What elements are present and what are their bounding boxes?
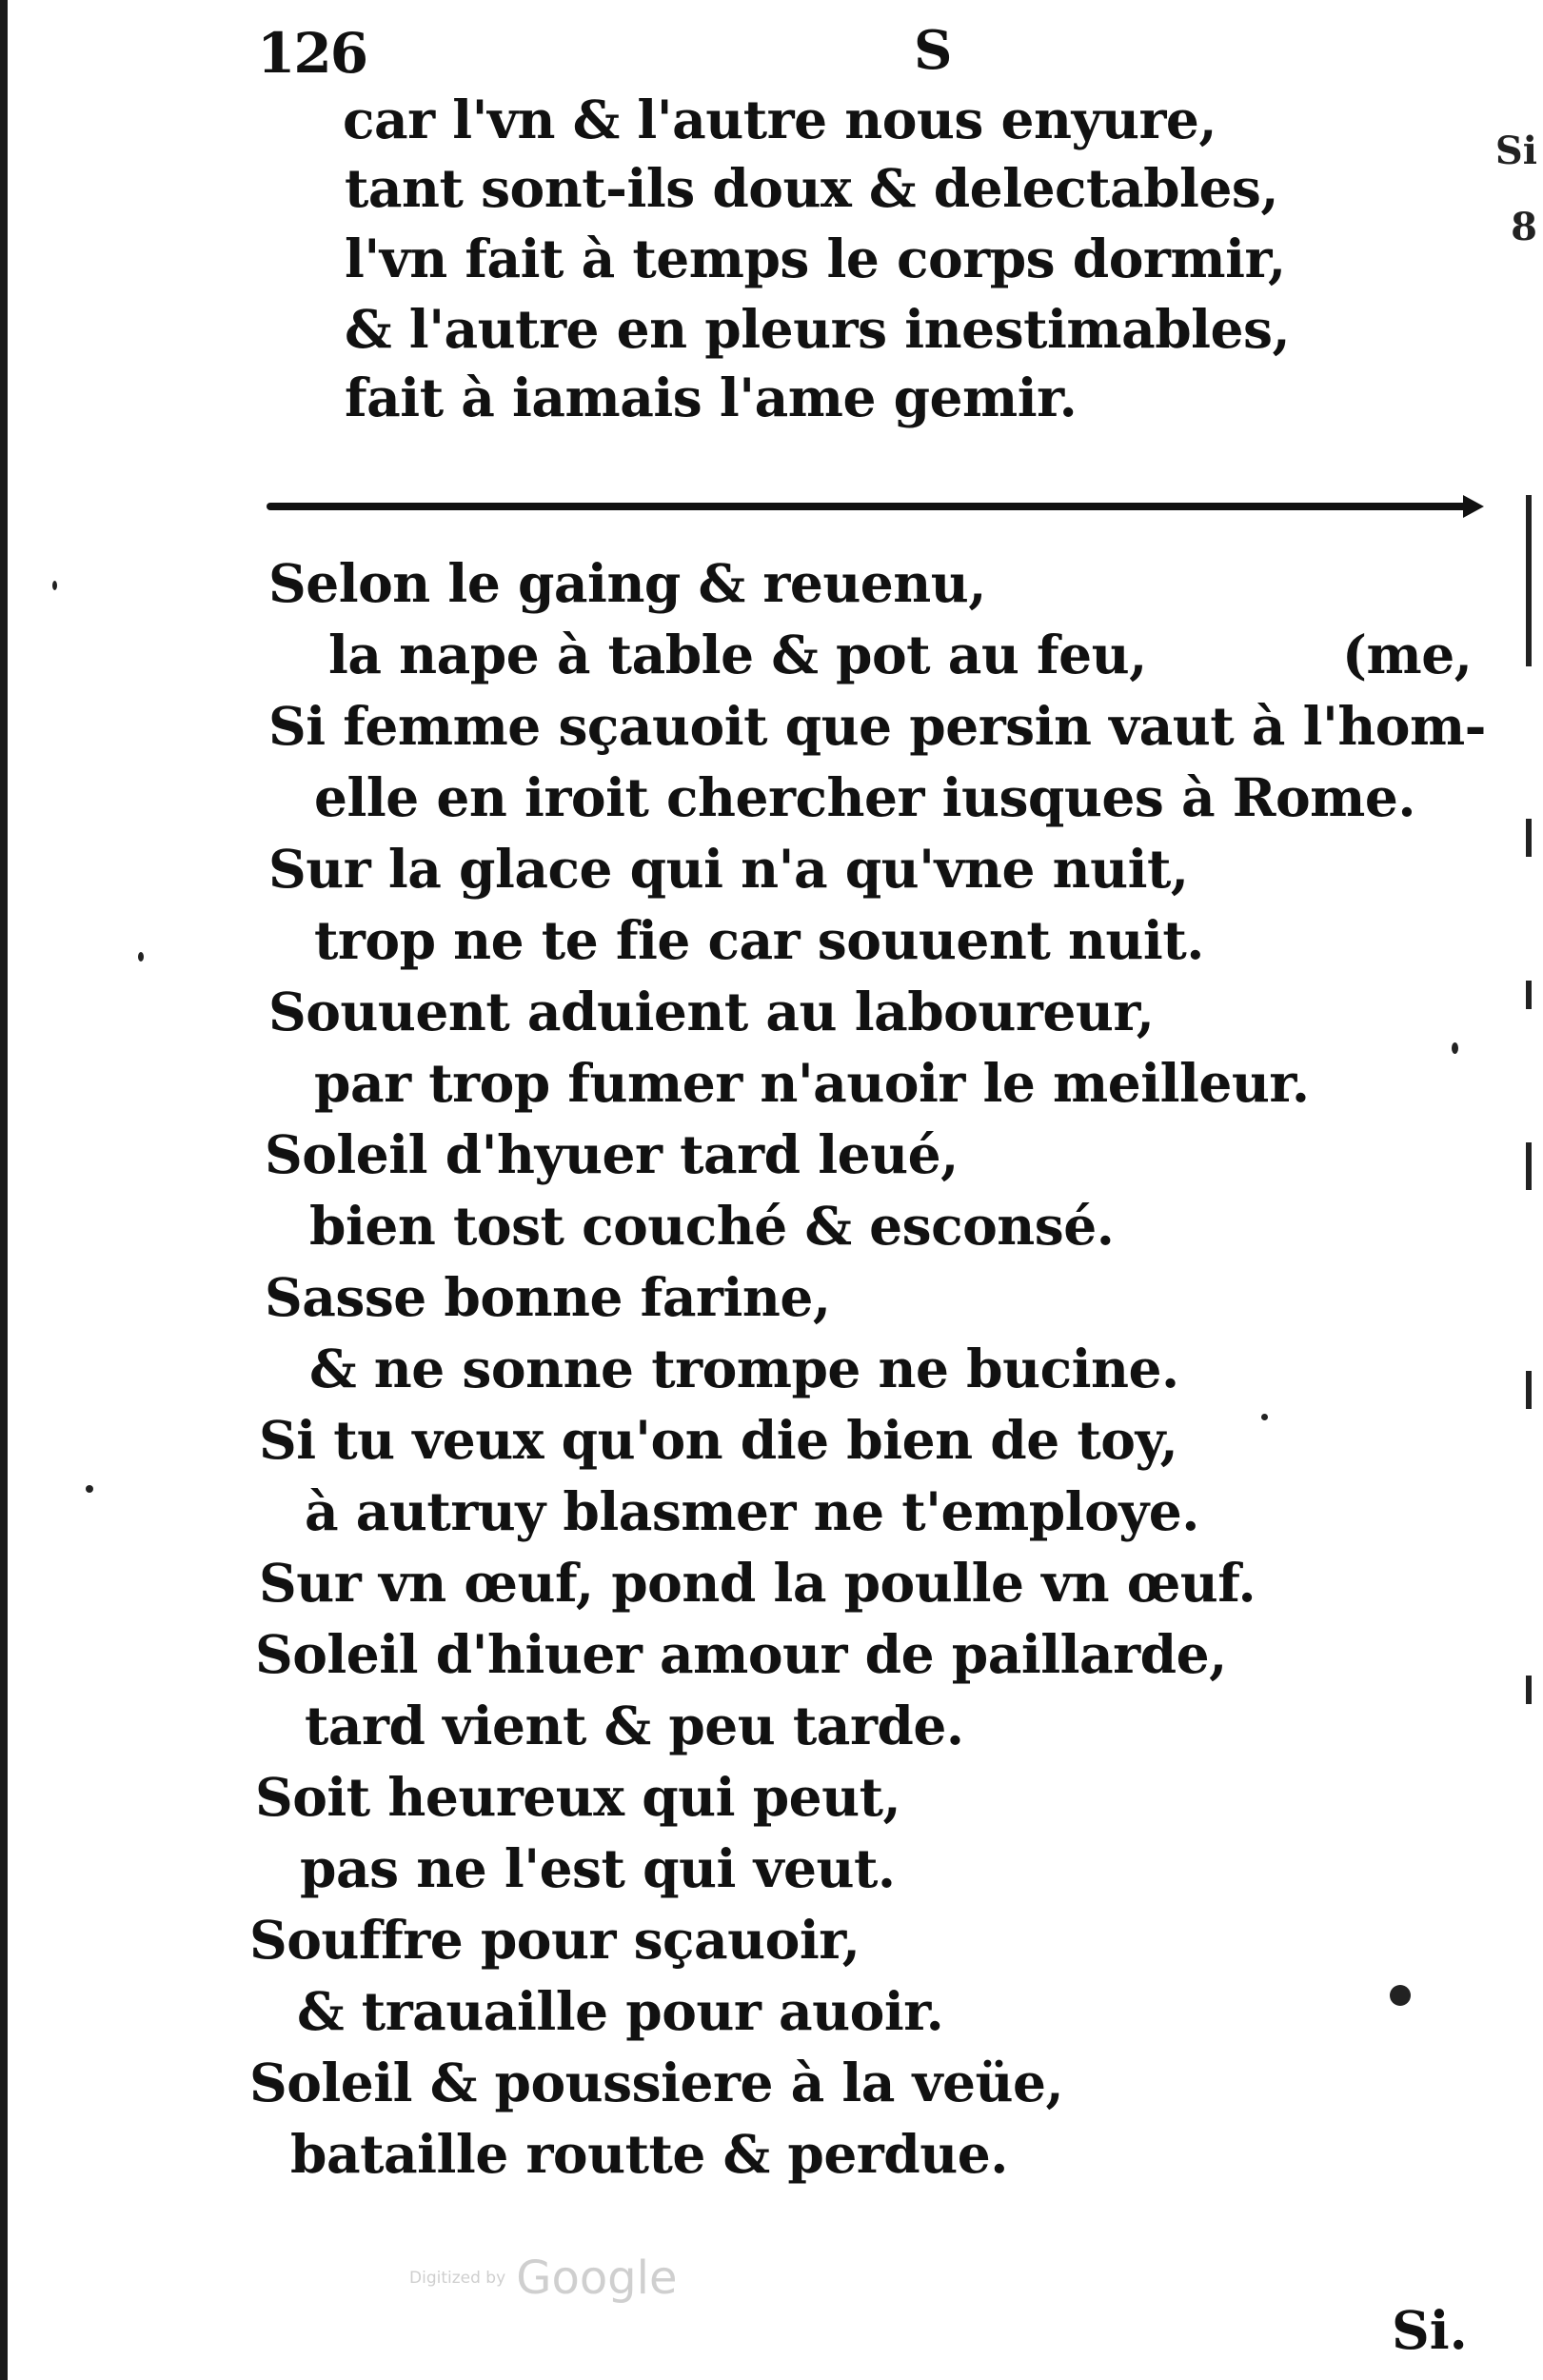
proverb-line: elle en iroit chercher iusques à Rome.: [314, 766, 1416, 828]
proverb-line: la nape à table & pot au feu,: [328, 624, 1147, 685]
digitization-watermark: [409, 2251, 678, 2305]
page-number: 126: [257, 21, 367, 86]
verse-line: fait à iamais l'ame gemir.: [345, 367, 1078, 428]
signature-mark: S: [914, 19, 953, 82]
proverb-overflow: (me,: [1342, 624, 1473, 685]
proverb-line: Soleil & poussiere à la veüe,: [249, 2052, 1064, 2113]
proverb-line: pas ne l'est qui veut.: [300, 1837, 896, 1899]
catchword: Si.: [1392, 2299, 1468, 2361]
running-header: [257, 21, 1019, 88]
proverb-line: Sur vn œuf, pond la poulle vn œuf.: [259, 1552, 1256, 1614]
verse-line: & l'autre en pleurs inestimables,: [345, 298, 1291, 360]
watermark-brand: Google: [516, 2251, 678, 2305]
proverb-line: Soleil d'hyuer tard leué,: [265, 1123, 959, 1185]
proverb-line: Sasse bonne farine,: [265, 1266, 831, 1328]
proverb-line: bien tost couché & esconsé.: [309, 1195, 1115, 1257]
ink-speck: [138, 952, 144, 962]
facing-page-fragment: Si: [1494, 129, 1537, 173]
watermark-prefix: Digitized by: [409, 2269, 506, 2288]
proverb-line: Soleil d'hiuer amour de paillarde,: [255, 1623, 1227, 1685]
verse-line: car l'vn & l'autre nous enyure,: [343, 89, 1217, 150]
facing-page-bleed: [1494, 0, 1543, 2380]
ink-speck: [1390, 1985, 1411, 2006]
proverb-line: Souffre pour sçauoir,: [249, 1909, 861, 1971]
proverb-line: trop ne te fie car souuent nuit.: [314, 909, 1204, 971]
proverb-line: & ne sonne trompe ne bucine.: [309, 1338, 1179, 1399]
proverb-line: à autruy blasmer ne t'employe.: [305, 1480, 1199, 1542]
proverb-line: Soit heureux qui peut,: [255, 1766, 901, 1828]
ink-speck: [52, 581, 57, 590]
proverb-line: tard vient & peu tarde.: [305, 1695, 964, 1756]
ink-speck: [1452, 1042, 1458, 1054]
proverb-line: par trop fumer n'auoir le meilleur.: [314, 1052, 1310, 1114]
proverb-line: Si femme sçauoit que persin vaut à l'hom-: [268, 695, 1487, 757]
proverb-line: Souuent aduient au laboureur,: [268, 981, 1155, 1042]
ink-speck: [1261, 1414, 1268, 1420]
verse-line: l'vn fait à temps le corps dormir,: [345, 228, 1286, 289]
verse-line: tant sont-ils doux & delectables,: [345, 157, 1279, 219]
facing-page-fragment: 8: [1511, 205, 1537, 249]
proverb-line: & trauaille pour auoir.: [297, 1980, 944, 2042]
binding-gutter: [0, 0, 8, 2380]
proverb-line: Selon le gaing & reuenu,: [268, 552, 986, 614]
proverb-line: Si tu veux qu'on die bien de toy,: [259, 1409, 1178, 1471]
ink-speck: [86, 1485, 93, 1493]
section-divider-rule: [267, 503, 1471, 510]
proverb-line: bataille routte & perdue.: [290, 2123, 1008, 2185]
proverb-line: Sur la glace qui n'a qu'vne nuit,: [268, 838, 1189, 900]
